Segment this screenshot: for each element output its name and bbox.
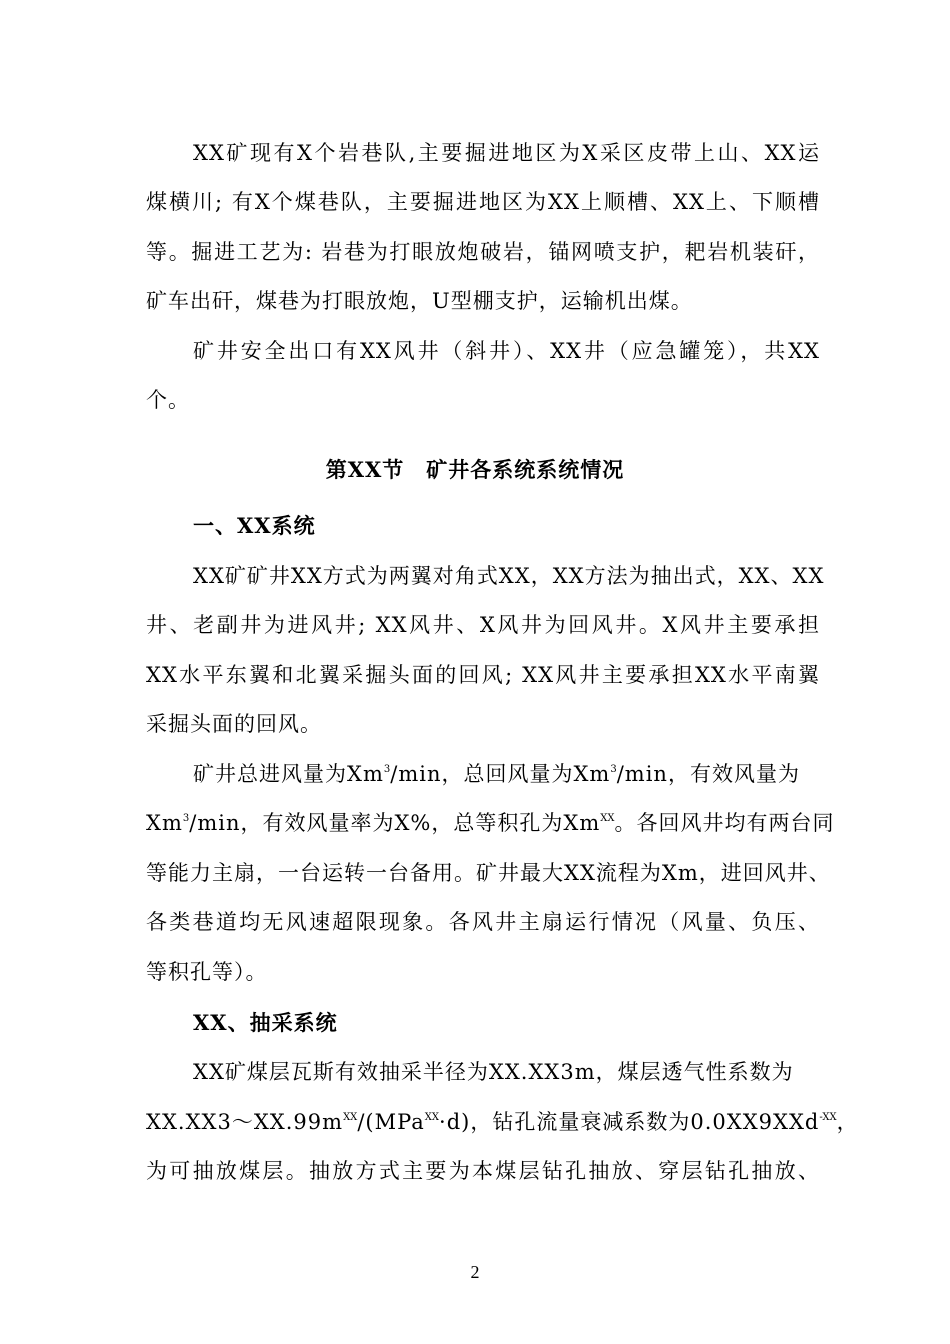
paragraph-line: 等。掘进工艺为: 岩巷为打眼放炮破岩，锚网喷支护，耙岩机装矸， <box>146 240 820 264</box>
paragraph-line: 等能力主扇，一台运转一台备用。矿井最大XX流程为Xm，进回风井、 <box>146 861 831 885</box>
paragraph-line: 个。 <box>146 388 190 412</box>
superscript: XX <box>343 1112 358 1123</box>
paragraph-line: XX矿矿井XX方式为两翼对角式XX，XX方法为抽出式，XX、XX <box>193 564 825 588</box>
paragraph-line: 等积孔等）。 <box>146 960 268 984</box>
paragraph-line: XX矿煤层瓦斯有效抽采半径为XX.XX3m，煤层透气性系数为 <box>193 1060 794 1084</box>
paragraph-line: 采掘头面的回风。 <box>146 712 322 736</box>
subsection-title: XX、抽采系统 <box>193 1010 338 1035</box>
superscript: -XX <box>819 1112 837 1123</box>
paragraph-line: 矿井总进风量为Xm$^3$/min，总回风量为Xm$^3$/min，有效风量为 <box>193 762 800 786</box>
paragraph-line: 各类巷道均无风速超限现象。各风井主扇运行情况（风量、负压、 <box>146 910 820 934</box>
section-title: 第XX节 矿井各系统系统情况 <box>325 457 625 482</box>
paragraph-line: 矿井安全出口有XX风井（斜井）、XX井（应急罐笼），共XX <box>193 339 820 363</box>
paragraph-line: 矿车出矸，煤巷为打眼放炮，U型棚支护，运输机出煤。 <box>146 289 693 313</box>
page-number: 2 <box>470 1262 480 1282</box>
superscript: XX <box>424 1112 440 1123</box>
paragraph-line: XX矿现有X个岩巷队,主要掘进地区为X采区皮带上山、XX运 <box>193 141 820 165</box>
paragraph-line: XX水平东翼和北翼采掘头面的回风; XX风井主要承担XX水平南翼 <box>146 663 820 687</box>
superscript: 3 <box>182 813 190 824</box>
subsection-title: 一、XX系统 <box>193 513 316 538</box>
superscript: 3 <box>610 764 617 775</box>
paragraph-line: 为可抽放煤层。抽放方式主要为本煤层钻孔抽放、穿层钻孔抽放、 <box>146 1159 820 1183</box>
paragraph-line: 煤横川; 有X个煤巷队，主要掘进地区为XX上顺槽、XX上、下顺槽 <box>146 190 820 214</box>
superscript: XX <box>600 813 615 824</box>
paragraph-line: $XX.XX3\sim XX.99m^{XX}/(MPa^{XX}\cdot d)$，钻孔流量衰减系数为0.0XX9XXd$^{-XX}$， <box>146 1110 859 1134</box>
paragraph-line: 井、老副井为进风井; XX风井、X风井为回风井。X风井主要承担 <box>146 613 820 637</box>
superscript: 3 <box>383 764 391 775</box>
paragraph-line: Xm$^3$/min，有效风量率为X%，总等积孔为$Xm^{XX}$。各回风井均有两台同 <box>146 811 835 835</box>
